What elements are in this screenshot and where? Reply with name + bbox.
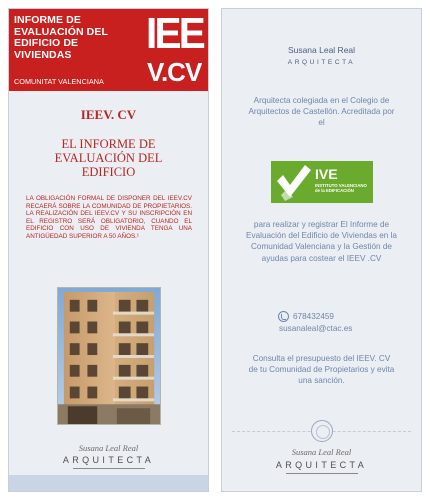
- ive-title: IVE: [315, 166, 338, 182]
- brand-label: ARQUITECTA: [62, 455, 155, 465]
- building-photo: [57, 287, 161, 425]
- architect-name: Susana Leal Real: [287, 45, 356, 55]
- email-address[interactable]: susanaleal@ctac.es: [279, 323, 353, 333]
- phone-number[interactable]: 678432459: [293, 312, 334, 321]
- brand-label: ARQUITECTA: [275, 460, 368, 470]
- phone-row: [278, 311, 378, 323]
- banner-line: EDIFICIO DE: [14, 37, 79, 49]
- brand-underline: [286, 473, 358, 474]
- signature: Susana Leal Real: [291, 447, 352, 457]
- header-banner: [9, 9, 208, 91]
- left-panel: [8, 8, 209, 492]
- banner-subtitle: COMUNITAT VALENCIANA: [14, 77, 104, 86]
- contact-block: [278, 311, 378, 334]
- banner-title: [14, 15, 108, 61]
- signature: Susana Leal Real: [78, 443, 139, 453]
- left-title: IEEV. CV: [80, 107, 137, 122]
- call-to-action: Consulta el presupuesto del IEEV. CV de tu Comunidad de Propietarios y evita una sanción.: [248, 354, 395, 386]
- circle-ornament-icon: [311, 420, 333, 442]
- ive-logo: [271, 161, 373, 203]
- banner-line: EVALUACIÓN DEL: [14, 25, 108, 38]
- brand-underline: [73, 468, 145, 469]
- logo-top-text: IEE: [146, 9, 203, 58]
- services-text: para realizar y registrar El Informe de Evaluación del Edificio de Viviendas en la Comunidad Valenciana y la Gestión de ayudas para costear el IEEV .CV: [246, 220, 397, 263]
- architect-subtitle: ARQUITECTA: [287, 59, 356, 66]
- ive-check-icon: [273, 161, 313, 203]
- intro-text: Arquitecta colegiada en el Colegio de Arquitectos de Castellón. Acreditada por el: [248, 96, 395, 128]
- footer-bar: [9, 475, 208, 491]
- logo-bottom-text: V.CV: [147, 57, 202, 87]
- ive-subtitle: de la EDIFICACIÓN: [315, 188, 354, 193]
- banner-line: INFORME DE: [14, 14, 81, 26]
- right-panel: [221, 8, 422, 492]
- phone-icon: [278, 311, 289, 322]
- ive-subtitle: INSTITUTO VALENCIANO: [315, 183, 367, 188]
- ieev-logo: [146, 9, 206, 89]
- left-heading: EL INFORME DE EVALUACIÓN DEL EDIFICIO: [54, 137, 163, 179]
- obligation-notice: LA OBLIGACIÓN FORMAL DE DISPONER DEL IEEV.CV RECAERÁ SOBRE LA COMUNIDAD DE PROPIETARIOS. LA REALIZACIÓN DEL IEEV.CV Y SU INSCRIPCIÓN EN EL REGISTRO SERÁ OBLIGATORIO, CUANDO EL EDIFICIO CON USO DE VIVIENDA TENGA UNA ANTIGÜEDAD SUPERIOR A 50 AÑOS.¹: [26, 195, 192, 240]
- banner-line: VIVIENDAS: [14, 48, 72, 61]
